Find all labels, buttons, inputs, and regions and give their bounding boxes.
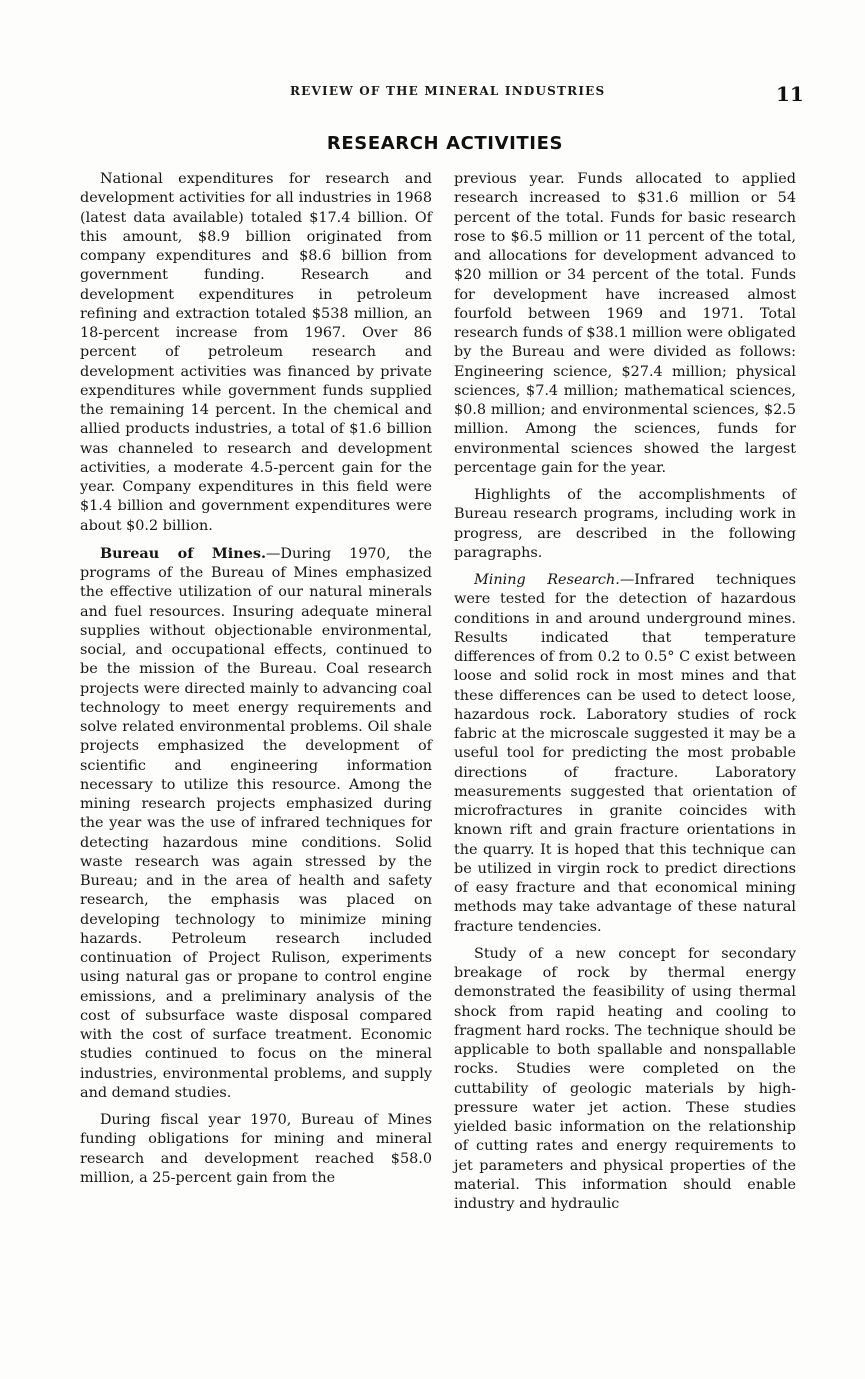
right-column	[454, 170, 796, 1222]
section-title: RESEARCH ACTIVITIES	[326, 133, 564, 154]
run-in-heading-mining-research: Mining Research.	[474, 572, 620, 588]
paragraph-highlights: Highlights of the accomplishments of Bureau research programs, including work in progress, are described in the following paragraphs.	[454, 487, 796, 561]
running-head: REVIEW OF THE MINERAL INDUSTRIES	[290, 84, 606, 98]
paragraph-fiscal-year-funding: During fiscal year 1970, Bureau of Mines funding obligations for mining and mineral research and development reached $58.0 million, a 25-percent gain from the	[80, 1112, 432, 1186]
paragraph-bureau-of-mines-body: —During 1970, the programs of the Bureau of Mines emphasized the effective utilization of our natural minerals and fuel resources. Insuring adequate mineral supplies without objectionable environmental, social, and occupational effects, continued to be the mission of the Bureau. Coal research projects were directed mainly to advancing coal technology to meet energy requirements and solve related environmental problems. Oil shale projects emphasized the development of scientific and engineering information necessary to utilize this resource. Among the mining research projects emphasized during the year was the use of infrared techniques for detecting hazardous mine conditions. Solid waste research was again stressed by the Bureau; and in the area of health and safety research, the emphasis was placed on developing technology to minimize mining hazards. Petroleum research included continuation of Project Rulison, experiments using natural gas or propane to control engine emissions, and a preliminary analysis of the cost of subsurface waste disposal compared with the cost of surface treatment. Economic studies continued to focus on the mineral industries, environmental problems, and supply and demand studies.	[80, 545, 433, 1101]
page-number: 11	[776, 82, 804, 106]
paragraph-mining-research-body: —Infrared techniques were tested for the detection of hazardous conditions in and around underground mines. Results indicated that temperature differences of from 0.2 to 0.5° C exist between loose and solid rock in most mines and that these differences can be used to detect loose, hazardous rock. Laboratory studies of rock fabric at the microscale suggested it may be a useful tool for predicting the most probable directions of fracture. Laboratory measurements suggested that orientation of microfractures in granite coincides with known rift and grain fracture orientations in the quarry. It is hoped that this technique can be utilized in virgin rock to predict directions of easy fracture and that economical mining methods may take advantage of these natural fracture tendencies.	[454, 572, 796, 935]
paragraph-national-expenditures: National expenditures for research and development activities for all industries in 1968 (latest data available) totaled $17.4 billion. Of this amount, $8.9 billion originated from company expenditures and $8.6 billion from government funding. Research and development expenditures in petroleum refining and extraction totaled $538 million, an 18-percent increase from 1967. Over 86 percent of petroleum research and development activities was financed by private expenditures while government funds supplied the remaining 14 percent. In the chemical and allied products industries, a total of $1.6 billion was channeled to research and development activities, a moderate 4.5-percent gain for the year. Company expenditures in this field were $1.4 billion and government expenditures were about $0.2 billion.	[80, 171, 432, 534]
paragraph-bureau-of-mines	[80, 544, 432, 1103]
paragraph-funds-allocation: previous year. Funds allocated to applied research increased to $31.6 million or 54 percent of the total. Funds for basic research rose to $6.5 million or 11 percent of the total, and allocations for development advanced to $20 million or 34 percent of the total. Funds for development have increased almost fourfold between 1969 and 1971. Total research funds of $38.1 million were obligated by the Bureau and were divided as follows: Engineering science, $27.4 million; physical sciences, $7.4 million; mathematical sciences, $0.8 million; and environmental sciences, $2.5 million. Among the sciences, funds for environmental sciences showed the largest percentage gain for the year.	[454, 171, 796, 476]
paragraph-mining-research	[454, 571, 796, 937]
run-in-heading-bureau-of-mines: Bureau of Mines.	[100, 544, 267, 562]
paragraph-secondary-breakage: Study of a new concept for secondary breakage of rock by thermal energy demonstrated the feasibility of using thermal shock from rapid heating and cooling to fragment hard rocks. The technique should be applicable to both spallable and nonspallable rocks. Studies were completed on the cuttability of geologic materials by high-pressure water jet action. These studies yielded basic information on the relationship of cutting rates and energy requirements to jet parameters and physical properties of the material. This information should enable industry and hydraulic	[454, 945, 796, 1212]
left-column	[80, 170, 432, 1196]
